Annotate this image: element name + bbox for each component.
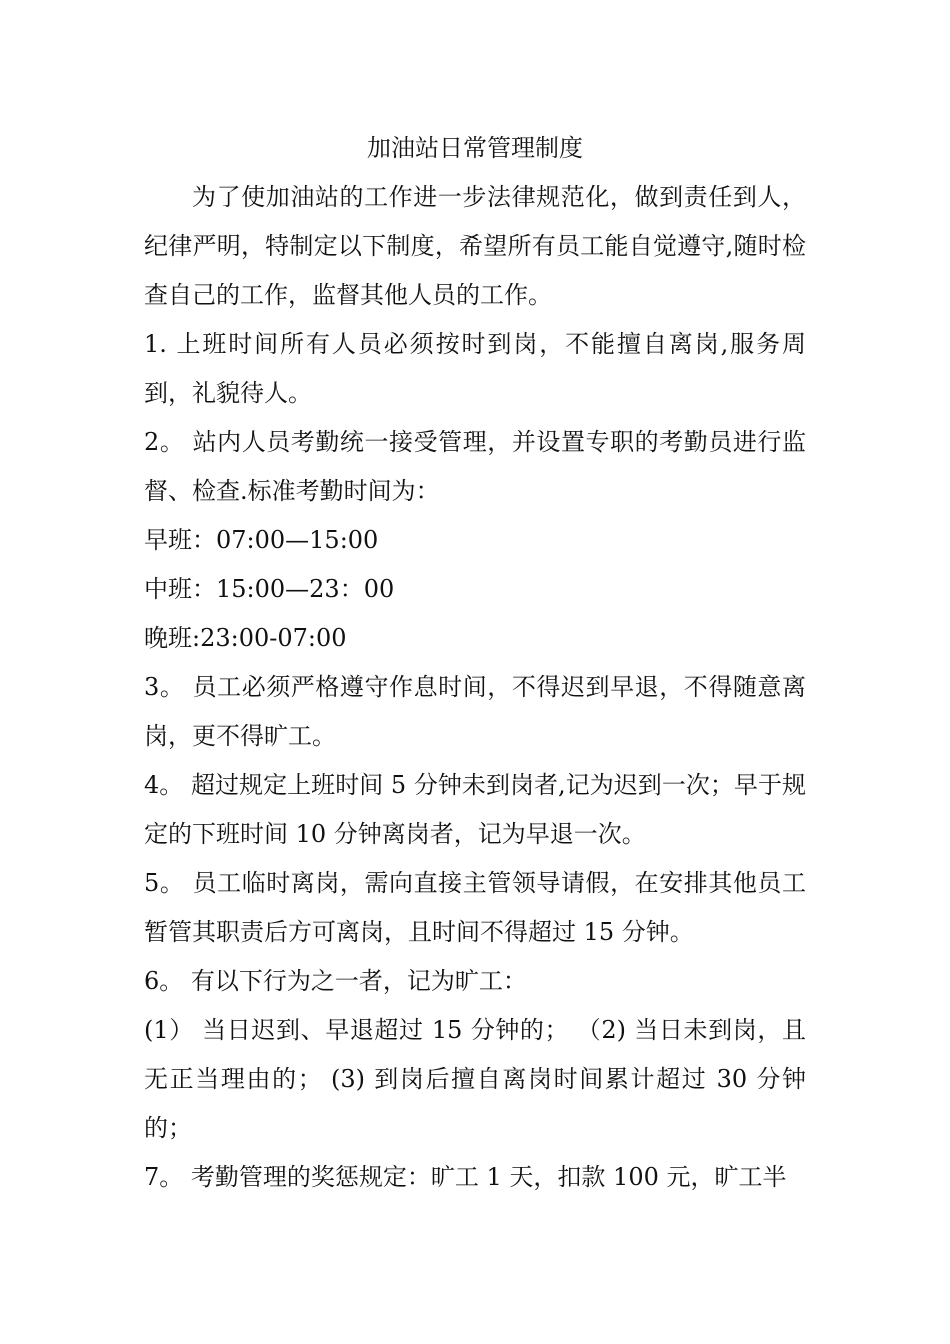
rule-5: 5。 员工临时离岗，需向直接主管领导请假，在安排其他员工暂管其职责后方可离岗，且时间不得超过 15 分钟。 [144, 869, 806, 946]
rule-6: 6。 有以下行为之一者，记为旷工： [144, 967, 527, 995]
absence-conditions: (1） 当日迟到、早退超过 15 分钟的； （2) 当日未到岗，且无正当理由的； (3) 到岗后擅自离岗时间累计超过 30 分钟的； [144, 1016, 806, 1142]
rule-3: 3。 员工必须严格遵守作息时间，不得迟到早退，不得随意离岗，更不得旷工。 [144, 673, 806, 750]
rule-1: 1. 上班时间所有人员必须按时到岗，不能擅自离岗,服务周到，礼貌待人。 [144, 330, 806, 407]
intro-paragraph: 为了使加油站的工作进一步法律规范化，做到责任到人，纪律严明，特制定以下制度，希望所有员工能自觉遵守,随时检查自己的工作，监督其他人员的工作。 [144, 183, 806, 309]
rule-2: 2。 站内人员考勤统一接受管理，并设置专职的考勤员进行监督、检查.标准考勤时间为： [144, 428, 806, 505]
shift-morning: 早班：07:00—15:00 [144, 526, 379, 554]
rule-7: 7。 考勤管理的奖惩规定：旷工 1 天，扣款 100 元，旷工半 [144, 1163, 787, 1191]
rule-4: 4。 超过规定上班时间 5 分钟未到岗者,记为迟到一次；早于规定的下班时间 10 分钟离岗者，记为早退一次。 [144, 771, 806, 848]
shift-night: 晚班:23:00-07:00 [144, 624, 347, 652]
shift-middle: 中班：15:00—23：00 [144, 575, 395, 603]
document-body [144, 124, 806, 1202]
document-title: 加油站日常管理制度 [367, 134, 583, 162]
